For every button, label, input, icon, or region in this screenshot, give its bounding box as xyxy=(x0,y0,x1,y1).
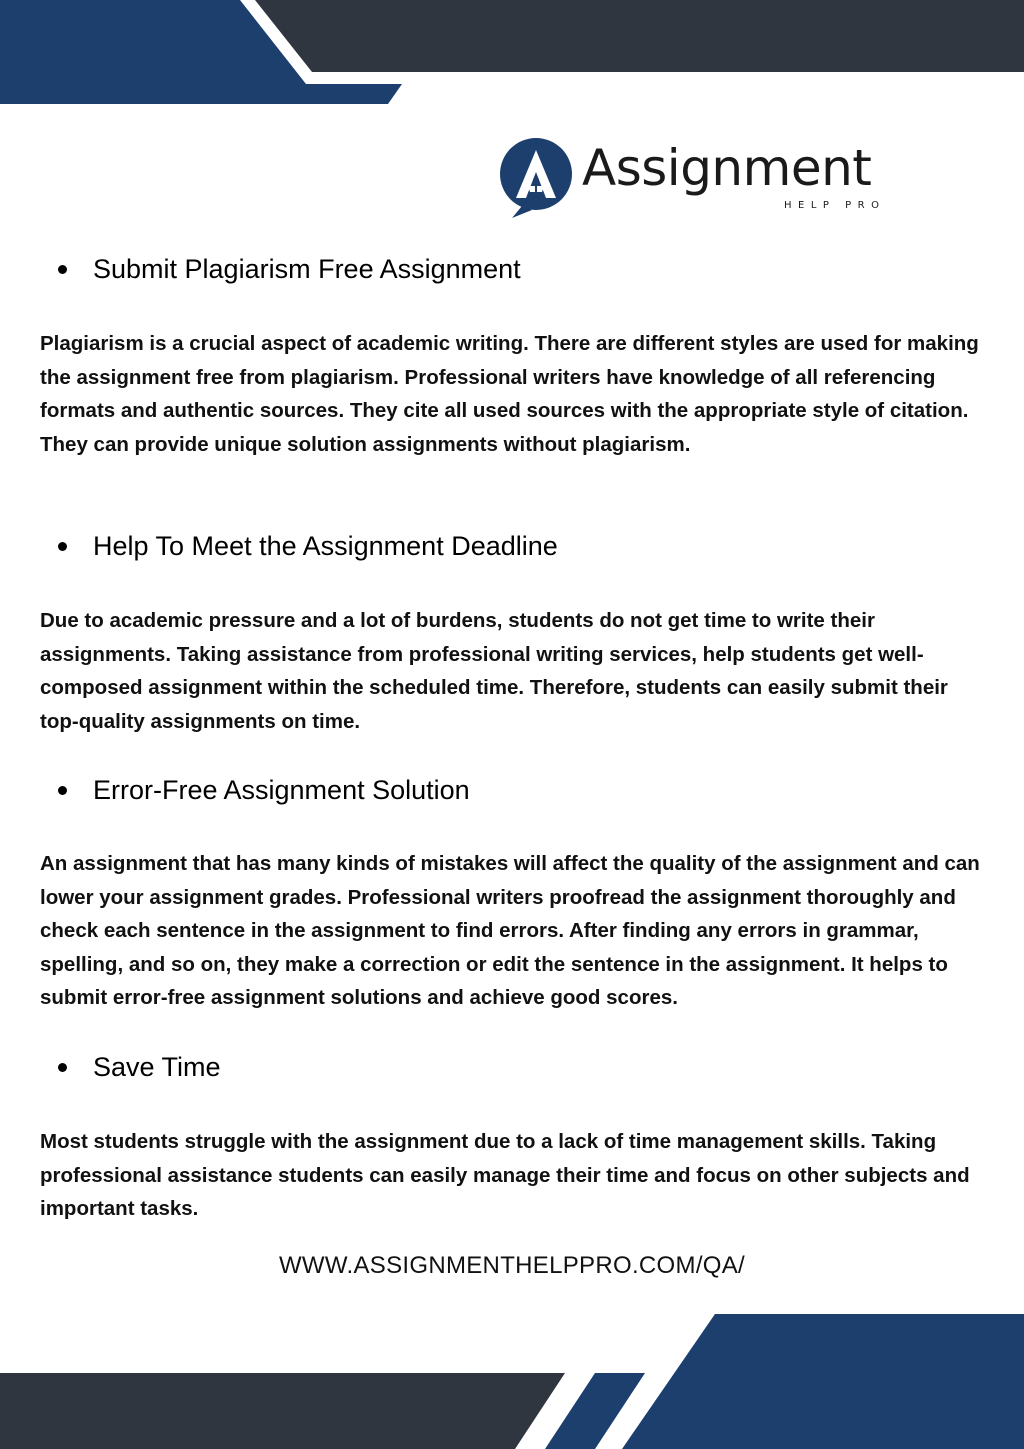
section-body-save-time: Most students struggle with the assignment due to a lack of time management skills. Taking professional assistance students can easily manage their time and focus on other subjects and important tasks. xyxy=(40,1130,970,1221)
bullet-icon xyxy=(58,786,67,795)
logo-wordmark: Assignment xyxy=(582,139,872,197)
footer-website-url: WWW.ASSIGNMENTHELPPRO.COM/QA/ xyxy=(278,1252,746,1279)
pen-nib-a-icon xyxy=(498,136,578,220)
section-heading-text: Error-Free Assignment Solution xyxy=(93,775,470,805)
bullet-icon xyxy=(58,1063,67,1072)
brand-logo xyxy=(498,136,908,220)
section-heading-plagiarism xyxy=(58,254,521,285)
section-heading-save-time xyxy=(58,1052,221,1083)
bottom-banner-navy-band xyxy=(622,1314,1024,1449)
section-body-plagiarism: Plagiarism is a crucial aspect of academic writing. There are different styles are used for making the assignment free from plagiarism. Professional writers have knowledge of all referencing formats and authentic sources. They cite all used sources with the appropriate style of citation. They can provide unique solution assignments without plagiarism. xyxy=(40,332,979,456)
section-body-deadline: Due to academic pressure and a lot of burdens, students do not get time to write their assignments. Taking assistance from professional writing services, help students get well-composed assignment within the scheduled time. Therefore, students can easily submit their top-quality assignments on time. xyxy=(40,609,948,733)
section-heading-text: Save Time xyxy=(93,1052,221,1082)
section-body-error-free: An assignment that has many kinds of mistakes will affect the quality of the assignment and can lower your assignment grades. Professional writers proofread the assignment thoroughly and check each sentence in the assignment to find errors. After finding any errors in grammar, spelling, and so on, they make a correction or edit the sentence in the assignment. It helps to submit error-free assignment solutions and achieve good scores. xyxy=(40,852,980,1010)
logo-subtitle: HELP PRO xyxy=(784,200,886,211)
section-heading-text: Help To Meet the Assignment Deadline xyxy=(93,531,558,561)
section-heading-error-free xyxy=(58,775,470,806)
top-banner-charcoal-band xyxy=(255,0,1024,72)
bullet-icon xyxy=(58,542,67,551)
bullet-icon xyxy=(58,265,67,274)
top-banner-decoration xyxy=(0,0,1024,110)
bottom-banner-charcoal-band xyxy=(0,1373,565,1449)
section-heading-deadline xyxy=(58,531,558,562)
bottom-banner-navy-stripe xyxy=(545,1373,645,1449)
section-heading-text: Submit Plagiarism Free Assignment xyxy=(93,254,521,284)
